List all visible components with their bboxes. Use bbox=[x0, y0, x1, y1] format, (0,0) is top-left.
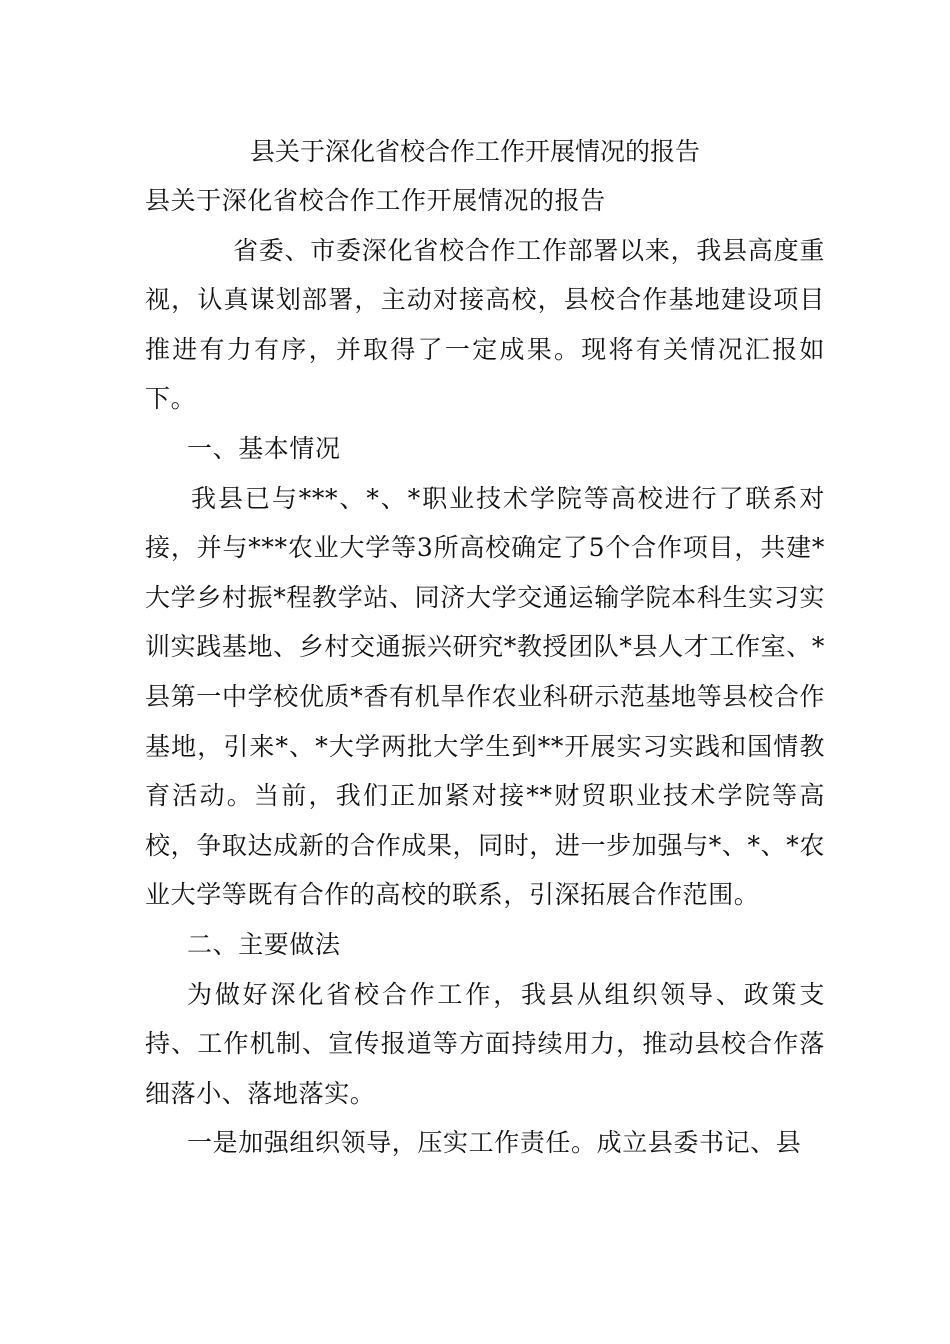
paragraph-organization-leadership: 一是加强组织领导，压实工作责任。成立县委书记、县 bbox=[187, 1128, 802, 1158]
section-heading-main-practices: 二、主要做法 bbox=[187, 929, 341, 959]
paragraph-basic-situation: 我县已与***、*、*职业技术学院等高校进行了联系对接，并与***农业大学等3所高校确定了5个合作项目，共建*大学乡村振*程教学站、同济大学交通运输学院本科生实习实训实践基地、乡村交通振兴研究*教授团队*县人才工作室、*县第一中学校优质*香有机旱作农业科研示范基地等县校合作基地，引来*、*大学两批大学生到**开展实习实践和国情教育活动。当前，我们正加紧对接**财贸职业技术学院等高校，争取达成新的合作成果，同时，进一步加强与*、*、*农业大学等既有合作的高校的联系，引深拓展合作范围。 bbox=[145, 483, 825, 910]
paragraph-subtitle: 县关于深化省校合作工作开展情况的报告 bbox=[145, 186, 606, 215]
document-title: 县关于深化省校合作工作开展情况的报告 bbox=[249, 137, 700, 166]
paragraph-intro: 省委、市委深化省校合作工作部署以来，我县高度重视，认真谋划部署，主动对接高校，县校合作基地建设项目推进有力有序，并取得了一定成果。现将有关情况汇报如下。 bbox=[145, 235, 825, 414]
section-heading-basic-situation: 一、基本情况 bbox=[187, 433, 341, 463]
paragraph-main-practices: 为做好深化省校合作工作，我县从组织领导、政策支持、工作机制、宣传报道等方面持续用力，推动县校合作落细落小、落地落实。 bbox=[145, 979, 825, 1108]
document-body bbox=[145, 176, 825, 1168]
